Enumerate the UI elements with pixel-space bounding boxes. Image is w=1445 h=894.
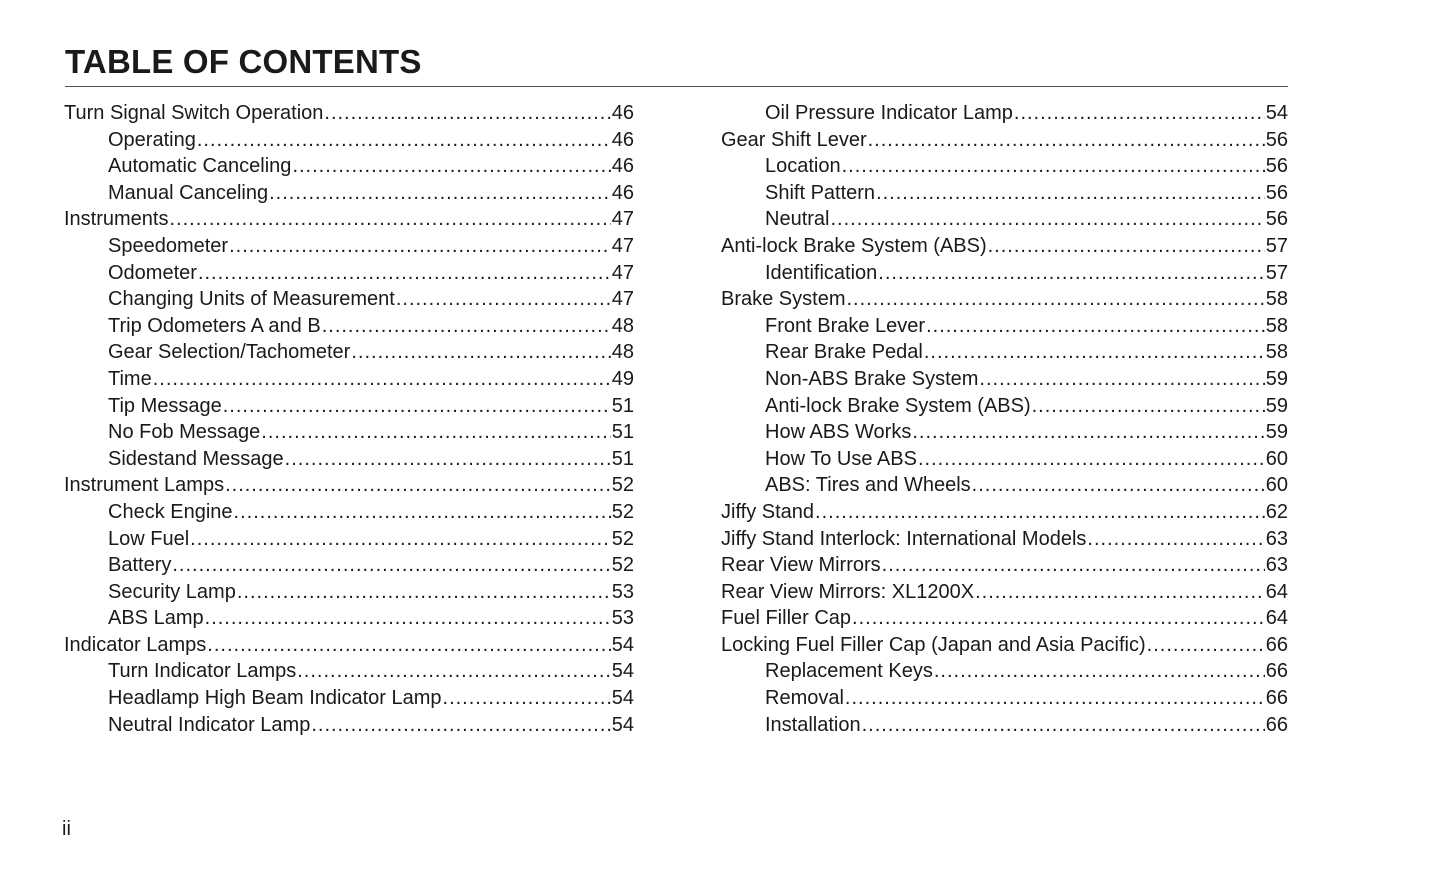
- dot-leader: [229, 233, 611, 260]
- dot-leader: [988, 233, 1265, 260]
- dot-leader: [205, 605, 611, 632]
- toc-entry-page: 54: [611, 660, 634, 683]
- dot-leader: [292, 153, 610, 180]
- toc-entry-title: Low Fuel: [108, 527, 190, 550]
- dot-leader: [237, 579, 611, 606]
- dot-leader: [269, 180, 611, 207]
- toc-entry-title: Neutral Indicator Lamp: [108, 713, 311, 736]
- dot-leader: [190, 526, 611, 553]
- toc-entry-title: Locking Fuel Filler Cap (Japan and Asia Pacific): [721, 633, 1146, 656]
- toc-entry-page: 46: [611, 102, 634, 124]
- toc-entry[interactable]: [64, 233, 634, 260]
- toc-entry-page: 47: [611, 208, 634, 231]
- dot-leader: [311, 712, 610, 739]
- toc-entry-page: 52: [611, 527, 634, 550]
- dot-leader: [846, 286, 1264, 313]
- toc-entry-title: Rear View Mirrors: XL1200X: [721, 580, 975, 603]
- toc-entry-page: 64: [1265, 607, 1288, 630]
- toc-entry-title: Jiffy Stand Interlock: International Models: [721, 527, 1087, 550]
- toc-entry-page: 59: [1265, 421, 1288, 444]
- dot-leader: [285, 446, 611, 473]
- toc-entry-page: 54: [1265, 102, 1288, 124]
- toc-entry-title: Instruments: [64, 208, 169, 231]
- dot-leader: [225, 472, 611, 499]
- dot-leader: [878, 260, 1264, 287]
- toc-entry[interactable]: [64, 472, 634, 499]
- dot-leader: [351, 339, 610, 366]
- toc-entry-page: 47: [611, 261, 634, 284]
- dot-leader: [912, 419, 1264, 446]
- toc-entry[interactable]: [64, 685, 634, 712]
- dot-leader: [862, 712, 1265, 739]
- dot-leader: [926, 313, 1265, 340]
- toc-entry-page: 51: [611, 447, 634, 470]
- toc-entry-page: 49: [611, 367, 634, 390]
- dot-leader: [876, 180, 1265, 207]
- toc-entry[interactable]: [64, 339, 634, 366]
- toc-entry-page: 62: [1265, 500, 1288, 523]
- toc-entry[interactable]: [721, 526, 1288, 553]
- toc-entry-title: Speedometer: [108, 234, 229, 257]
- title-rule: [65, 86, 1288, 87]
- dot-leader: [324, 100, 610, 127]
- dot-leader: [172, 552, 610, 579]
- toc-entry-title: Non-ABS Brake System: [765, 367, 979, 390]
- toc-entry-page: 48: [611, 314, 634, 337]
- toc-entry-page: 53: [611, 607, 634, 630]
- toc-entry[interactable]: [721, 260, 1288, 287]
- toc-entry-title: Front Brake Lever: [765, 314, 926, 337]
- toc-entry-title: Shift Pattern: [765, 181, 876, 204]
- toc-entry[interactable]: [64, 313, 634, 340]
- toc-entry[interactable]: [64, 658, 634, 685]
- toc-entry-title: Check Engine: [108, 500, 233, 523]
- toc-entry[interactable]: [721, 446, 1288, 473]
- toc-entry-page: 57: [1265, 234, 1288, 257]
- toc-entry-page: 58: [1265, 341, 1288, 364]
- dot-leader: [197, 127, 611, 154]
- toc-entry-title: Jiffy Stand: [721, 500, 815, 523]
- toc-column-left: [64, 100, 634, 738]
- toc-entry-title: Gear Shift Lever: [721, 128, 867, 151]
- toc-entry-title: Operating: [108, 128, 196, 151]
- toc-entry[interactable]: [721, 100, 1288, 127]
- toc-entry-title: Indicator Lamps: [64, 633, 207, 656]
- dot-leader: [924, 339, 1265, 366]
- toc-entry[interactable]: [64, 100, 634, 127]
- toc-entry[interactable]: [64, 552, 634, 579]
- toc-entry-page: 52: [611, 474, 634, 497]
- dot-leader: [882, 552, 1265, 579]
- dot-leader: [979, 366, 1264, 393]
- toc-entry[interactable]: [64, 153, 634, 180]
- dot-leader: [934, 658, 1265, 685]
- toc-entry-page: 53: [611, 580, 634, 603]
- dot-leader: [918, 446, 1265, 473]
- toc-entry-page: 60: [1265, 474, 1288, 497]
- toc-entry[interactable]: [721, 366, 1288, 393]
- toc-entry-page: 48: [611, 341, 634, 364]
- toc-entry[interactable]: [64, 393, 634, 420]
- toc-entry[interactable]: [721, 153, 1288, 180]
- toc-entry-title: Turn Indicator Lamps: [108, 660, 297, 683]
- dot-leader: [169, 206, 610, 233]
- toc-entry[interactable]: [721, 499, 1288, 526]
- toc-entry-title: Fuel Filler Cap: [721, 607, 852, 630]
- toc-entry[interactable]: [64, 206, 634, 233]
- toc-entry-title: No Fob Message: [108, 421, 261, 444]
- toc-entry-page: 63: [1265, 554, 1288, 577]
- toc-entry[interactable]: [721, 632, 1288, 659]
- dot-leader: [1147, 632, 1265, 659]
- toc-entry[interactable]: [721, 286, 1288, 313]
- toc-column-right: [721, 100, 1288, 738]
- toc-entry[interactable]: [721, 605, 1288, 632]
- toc-entry-page: 46: [611, 128, 634, 151]
- toc-entry[interactable]: [721, 685, 1288, 712]
- toc-entry-title: ABS: Tires and Wheels: [765, 474, 971, 497]
- toc-entry[interactable]: [721, 472, 1288, 499]
- toc-entry-title: Instrument Lamps: [64, 474, 225, 497]
- dot-leader: [842, 153, 1265, 180]
- toc-entry-title: Tip Message: [108, 394, 222, 417]
- toc-entry-page: 66: [1265, 660, 1288, 683]
- toc-entry-title: Manual Canceling: [108, 181, 269, 204]
- toc-entry-title: Installation: [765, 713, 861, 736]
- toc-entry-page: 52: [611, 554, 634, 577]
- toc-entry-page: 59: [1265, 394, 1288, 417]
- toc-entry-page: 58: [1265, 288, 1288, 311]
- dot-leader: [852, 605, 1265, 632]
- toc-entry-title: How ABS Works: [765, 421, 912, 444]
- toc-entry-title: Battery: [108, 554, 172, 577]
- toc-entry-title: Turn Signal Switch Operation: [64, 102, 324, 124]
- toc-entry[interactable]: [64, 419, 634, 446]
- toc-entry[interactable]: [64, 286, 634, 313]
- toc-entry-page: 51: [611, 421, 634, 444]
- toc-entry[interactable]: [64, 260, 634, 287]
- dot-leader: [1014, 100, 1265, 127]
- toc-entry-page: 66: [1265, 687, 1288, 710]
- toc-entry-page: 54: [611, 633, 634, 656]
- toc-entry-title: Anti-lock Brake System (ABS): [765, 394, 1031, 417]
- toc-entry-title: Time: [108, 367, 152, 390]
- toc-entry[interactable]: [721, 233, 1288, 260]
- dot-leader: [198, 260, 611, 287]
- toc-entry[interactable]: [64, 605, 634, 632]
- dot-leader: [234, 499, 611, 526]
- toc-entry-page: 46: [611, 181, 634, 204]
- toc-entry-page: 59: [1265, 367, 1288, 390]
- toc-entry[interactable]: [721, 658, 1288, 685]
- dot-leader: [261, 419, 610, 446]
- toc-entry[interactable]: [721, 419, 1288, 446]
- toc-entry[interactable]: [64, 712, 634, 739]
- toc-entry-title: ABS Lamp: [108, 607, 204, 630]
- dot-leader: [396, 286, 611, 313]
- toc-entry-title: Oil Pressure Indicator Lamp: [765, 102, 1013, 124]
- dot-leader: [443, 685, 611, 712]
- toc-entry-title: Sidestand Message: [108, 447, 284, 470]
- toc-entry-title: Anti-lock Brake System (ABS): [721, 234, 987, 257]
- toc-entry-title: Neutral: [765, 208, 830, 231]
- toc-entry-page: 56: [1265, 155, 1288, 178]
- toc-entry-page: 56: [1265, 181, 1288, 204]
- toc-entry-page: 46: [611, 155, 634, 178]
- toc-entry-title: Headlamp High Beam Indicator Lamp: [108, 687, 442, 710]
- toc-entry[interactable]: [64, 366, 634, 393]
- toc-entry-page: 66: [1265, 633, 1288, 656]
- toc-entry-title: Security Lamp: [108, 580, 236, 603]
- dot-leader: [845, 685, 1265, 712]
- toc-entry[interactable]: [721, 313, 1288, 340]
- toc-entry[interactable]: [721, 579, 1288, 606]
- toc-entry[interactable]: [721, 712, 1288, 739]
- toc-entry-title: Gear Selection/Tachometer: [108, 341, 351, 364]
- dot-leader: [975, 579, 1265, 606]
- toc-entry[interactable]: [64, 180, 634, 207]
- dot-leader: [815, 499, 1265, 526]
- dot-leader: [297, 658, 611, 685]
- toc-entry-title: Identification: [765, 261, 878, 284]
- toc-entry-title: Odometer: [108, 261, 197, 284]
- toc-entry[interactable]: [64, 579, 634, 606]
- toc-entry[interactable]: [64, 127, 634, 154]
- page-title: TABLE OF CONTENTS: [65, 43, 422, 80]
- toc-entry-title: Changing Units of Measurement: [108, 288, 395, 311]
- dot-leader: [223, 393, 611, 420]
- toc-entry-page: 47: [611, 288, 634, 311]
- toc-entry[interactable]: [721, 127, 1288, 154]
- toc-entry[interactable]: [721, 393, 1288, 420]
- toc-entry-page: 56: [1265, 208, 1288, 231]
- toc-entry[interactable]: [64, 632, 634, 659]
- toc-entry-page: 66: [1265, 713, 1288, 736]
- toc-entry-title: Replacement Keys: [765, 660, 933, 683]
- toc-entry-title: Automatic Canceling: [108, 155, 292, 178]
- dot-leader: [207, 632, 610, 659]
- toc-entry-title: How To Use ABS: [765, 447, 917, 470]
- toc-entry[interactable]: [721, 206, 1288, 233]
- toc-entry-page: 58: [1265, 314, 1288, 337]
- toc-entry-page: 51: [611, 394, 634, 417]
- toc-entry-title: Removal: [765, 687, 844, 710]
- toc-entry[interactable]: [64, 526, 634, 553]
- dot-leader: [153, 366, 611, 393]
- dot-leader: [1087, 526, 1264, 553]
- toc-entry-page: 63: [1265, 527, 1288, 550]
- toc-entry-page: 54: [611, 687, 634, 710]
- toc-entry-page: 56: [1265, 128, 1288, 151]
- dot-leader: [830, 206, 1264, 233]
- dot-leader: [1032, 393, 1265, 420]
- toc-entry[interactable]: [721, 180, 1288, 207]
- toc-entry-title: Trip Odometers A and B: [108, 314, 321, 337]
- dot-leader: [868, 127, 1265, 154]
- toc-entry-page: 60: [1265, 447, 1288, 470]
- toc-entry-page: 54: [611, 713, 634, 736]
- page-number: ii: [62, 818, 71, 840]
- toc-entry-title: Brake System: [721, 288, 846, 311]
- toc-entry[interactable]: [721, 552, 1288, 579]
- dot-leader: [972, 472, 1265, 499]
- toc-entry-page: 64: [1265, 580, 1288, 603]
- toc-entry-title: Rear View Mirrors: [721, 554, 881, 577]
- toc-entry[interactable]: [64, 499, 634, 526]
- dot-leader: [322, 313, 611, 340]
- toc-entry-title: Rear Brake Pedal: [765, 341, 923, 364]
- toc-entry-title: Location: [765, 155, 841, 178]
- toc-entry[interactable]: [64, 446, 634, 473]
- toc-entry-page: 47: [611, 234, 634, 257]
- toc-entry-page: 52: [611, 500, 634, 523]
- toc-entry-page: 57: [1265, 261, 1288, 284]
- toc-entry[interactable]: [721, 339, 1288, 366]
